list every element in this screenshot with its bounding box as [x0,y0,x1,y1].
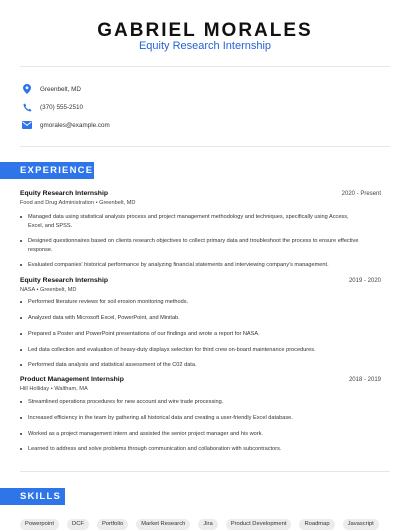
bullet-text: Led data collection and evaluation of heavy-duty displays selection for third crew on-board maintenance procedures. [28,347,316,353]
email-text[interactable]: gmorales@example.com [40,121,110,129]
contact-location [22,82,81,96]
bullet-text: Learned to address and solve problems through communication and collaboration with subcontractors. [28,446,282,452]
job-dates: 2020 - Present [341,191,381,197]
bullet-text: Performed data analysis and statistical assessment of the C02 data. [28,362,197,368]
skill-chip: Roadmap [299,519,334,530]
bullet-text: Analyzed data with Microsoft Excel, PowerPoint, and Minitab. [28,315,180,321]
candidate-name: GABRIEL MORALES [97,20,313,41]
phone-text: (370) 555-2510 [40,103,84,111]
separator-dot: • [36,287,41,293]
list-item [20,314,365,323]
job-dates: 2018 - 2019 [348,377,381,383]
divider [20,146,390,147]
job-organization [20,287,76,293]
experience-section-header: EXPERIENCE [0,162,94,179]
contact-email[interactable] [22,118,110,132]
location-pin-icon [22,84,32,94]
bullet-text: Performed literature reviews for soil erosion monitoring methods. [28,299,189,305]
job-title: Equity Research Internship [20,277,109,284]
separator-dot: • [95,200,100,206]
list-item [20,261,365,270]
skill-chip: Portfolio [97,519,128,530]
org-name: NASA [20,287,35,293]
skill-chip: Market Research [136,519,190,530]
org-location: Waltham, MA [54,386,88,392]
org-name: Hill Holliday [20,386,50,392]
job-organization [20,386,88,392]
list-item [20,445,365,454]
skill-chip: Javascript [343,519,379,530]
bullet-text: Evaluated companies' historical performance by analyzing financial statements and interviewing company's management. [28,262,329,268]
list-item [20,414,365,423]
list-item [20,346,365,355]
divider [20,66,390,67]
list-item [20,398,365,407]
skill-chip: Powerpoint [20,519,59,530]
contact-phone [22,100,83,114]
list-item [20,237,365,254]
bullet-text: Worked as a project management intern and assisted the senior project manager and his work. [28,431,263,437]
list-item [20,298,365,307]
target-role: Equity Research Internship [138,40,272,52]
bullet-text: Managed data using statistical analysis process and project management methodology and techniques, specifically using Access, Excel, and SPSS. [28,214,349,229]
list-item [20,330,365,339]
bullet-text: Designed questionnaires based on clients research objectives to collect primary data and troubleshoot the process to ensure effective response. [28,238,359,253]
bullet-text: Streamlined operations procedures for new account and wire trade processing. [28,399,224,405]
envelope-icon [22,120,32,130]
phone-icon [22,102,32,112]
list-item [20,430,365,439]
separator-dot: • [50,386,55,392]
divider [20,471,390,472]
skills-list [20,519,387,530]
job-title: Equity Research Internship [20,190,109,197]
skill-chip: Product Development [226,519,292,530]
skill-chip: DCF [67,519,89,530]
location-text: Greenbelt, MD [40,85,81,93]
list-item [20,213,365,230]
bullet-text: Increased efficiency in the team by gathering all historical data and creating a user-friendly Excel database. [28,415,293,421]
org-name: Food and Drug Administration [20,200,95,206]
job-dates: 2019 - 2020 [348,278,381,284]
list-item [20,361,365,370]
org-location: Greenbelt, MD [40,287,77,293]
skill-chip: Jira [198,519,217,530]
job-title: Product Management Internship [20,376,124,383]
bullet-text: Prepared a Poster and PowerPoint presentations of our findings and wrote a report for NASA. [28,331,260,337]
skills-section-header: SKILLS [0,488,65,505]
org-location: Greenbelt, MD [99,200,136,206]
job-organization [20,200,135,206]
